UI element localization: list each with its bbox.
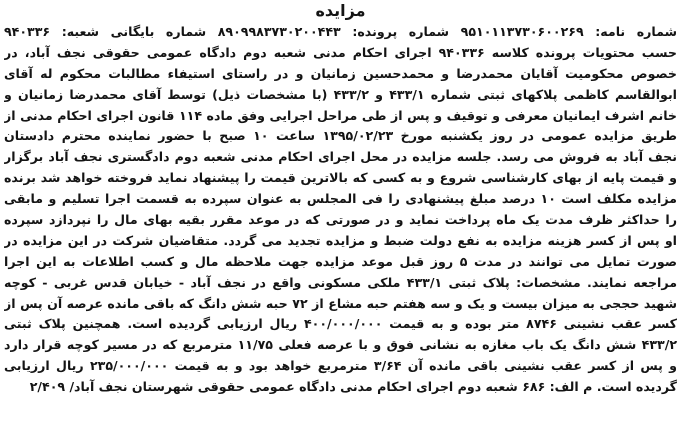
notice-line-6: طریق مزایده عمومی در روز یکشنبه مورخ ۱۳۹۵/۰۲/۲۳ ساعت ۱۰ صبح با حضور نماینده محترم دادستان — [4, 128, 677, 144]
notice-line-5: خانم اشرف ایمانیان معرفی و توقیف و پس از طی مراحل اجرایی وفق ماده ۱۱۴ قانون اجرای احکام مدنی از — [4, 107, 677, 123]
notice-body — [4, 22, 677, 398]
notice-line-17: و پس از کسر عقب نشینی باقی مانده آن ۳/۶۴ مترمربع خواهد بود و به قیمت ۲۳۵/۰۰۰/۰۰۰ ریال ارزیابی — [4, 358, 677, 374]
notice-line-3: خصوص محکومیت آقایان محمدرضا و محمدحسین زمانیان و در راستای استیفاء مطالبات محکوم له آقای — [4, 65, 677, 81]
notice-line-1: شماره نامه: ۹۵۱۰۱۱۳۷۳۰۶۰۰۲۶۹ شماره پرونده: ۸۹۰۹۹۸۳۷۳۰۲۰۰۴۴۳ شماره بایگانی شعبه: ۹۴۰۳۳۶ — [4, 24, 677, 39]
notice-line-8: و قیمت پایه از بهای کارشناسی شروع و به کسی که بالاترین قیمت را پیشنهاد نماید فروخته خواهد شد برنده — [4, 170, 677, 186]
notice-line-9: مزایده مکلف است ۱۰ درصد مبلغ پیشنهادی را فی المجلس به عنوان سپرده به قسمت اجرا تسلیم و مابقی — [4, 191, 677, 207]
notice-line-12: صورت تمایل می توانند در مدت ۵ روز قبل موعد مزایده جهت ملاحظه مال و کسب اطلاعات به این اجرا — [4, 253, 677, 269]
notice-line-16: ۴۳۳/۲ شش دانگ یک باب مغازه به نشانی فوق و با عرصه فعلی ۱۱/۷۵ مترمربع که در مسیر کوچه قرار دارد — [4, 337, 677, 353]
notice-line-7: نجف آباد به فروش می رسد. جلسه مزایده در محل اجرای احکام مدنی شعبه دوم دادگستری نجف آباد برگزار — [4, 149, 677, 165]
notice-line-4: ابوالقاسم کاظمی پلاکهای ثبتی شماره ۴۳۳/۱ و ۴۳۳/۲ (با مشخصات ذیل) توسط آقای محمدرضا زمانیان و — [4, 86, 677, 102]
notice-line-15: کسر عقب نشینی ۸۷۴۶ متر بوده و به قیمت ۴۰۰/۰۰۰/۰۰۰ ریال ارزیابی گردیده است. همچنین پلاک ثبتی — [4, 316, 677, 332]
notice-line-13: مراجعه نمایند. مشخصات: پلاک ثبتی ۴۳۳/۱ ملکی مسکونی واقع در نجف آباد - خیابان قدس غربی - کوچه — [4, 274, 677, 290]
notice-line-11: او پس از کسر هزینه مزایده به نفع دولت ضبط و مزایده تجدید می گردد. متقاضیان شرکت در این مزایده در — [4, 232, 677, 248]
notice-line-18: گردیده است. م الف: ۶۸۶ شعبه دوم اجرای احکام مدنی دادگاه عمومی حقوقی شهرستان نجف آباد/ ۲/۴۰۹ — [29, 379, 677, 395]
notice-line-2: حسب محتویات پرونده کلاسه ۹۴۰۳۳۶ اجرای احکام مدنی شعبه دوم دادگاه عمومی حقوقی نجف آباد، در — [4, 44, 677, 60]
notice-title: مزایده — [315, 1, 366, 20]
notice-line-14: شهید حججی به میزان بیست و یک و سه هفتم حبه مشاع از ۷۲ حبه شش دانگ که باقی مانده عرصه آن پس از — [4, 295, 677, 311]
notice-line-10: را حداکثر ظرف مدت یک ماه پرداخت نماید و در صورتی که در موعد مقرر بقیه بهای مال را نپردازد سپرده — [4, 212, 677, 228]
